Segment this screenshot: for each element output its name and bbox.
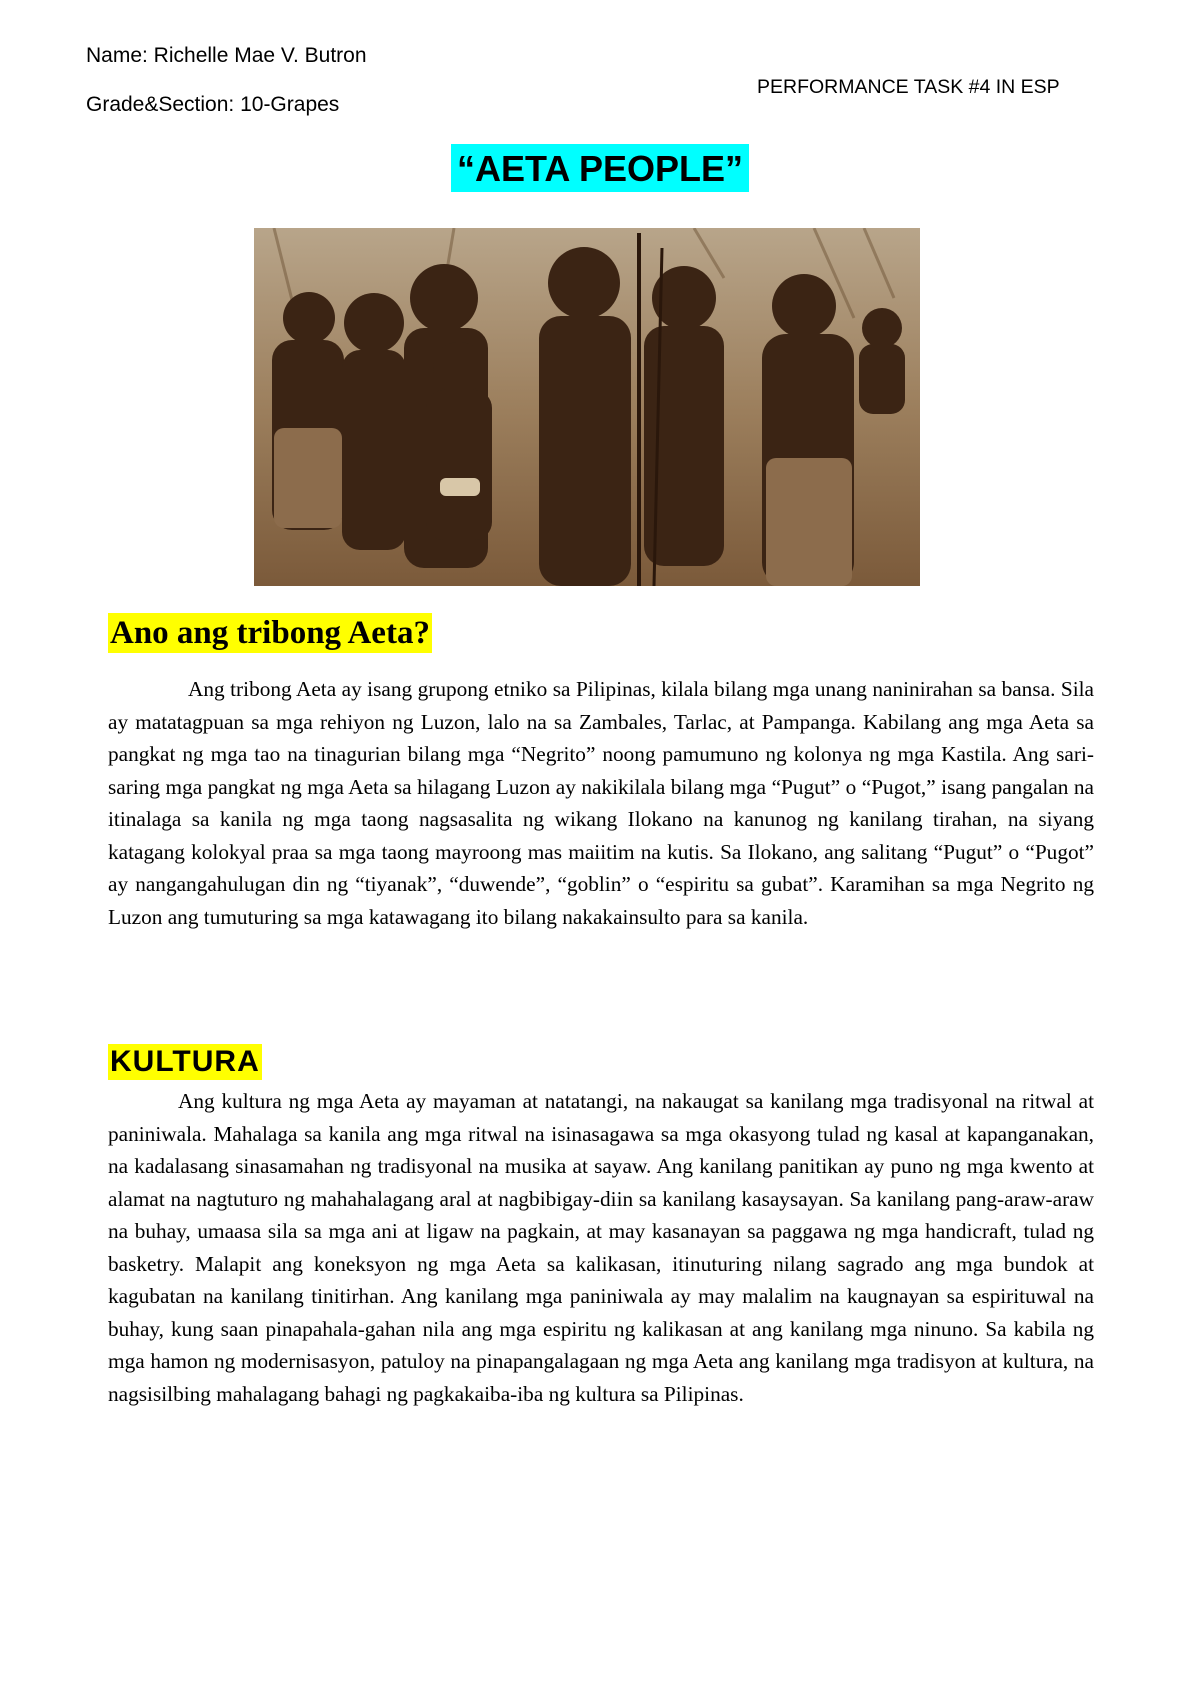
- task-label: PERFORMANCE TASK #4 IN ESP: [757, 76, 1060, 98]
- grade-section: Grade&Section: 10-Grapes: [86, 93, 340, 116]
- title-wrapper: [0, 144, 1200, 192]
- paragraph-tribo: Ang tribong Aeta ay isang grupong etniko sa Pilipinas, kilala bilang mga unang naninirahan sa bansa. Sila ay matatagpuan sa mga rehiyon ng Luzon, lalo na sa Zambales, Tarlac, at Pampanga. Kabilang ang mga Aeta sa pangkat ng mga tao na tinagurian bilang mga “Negrito” noong pamumuno ng kolonya ng mga Kastila. Ang sari-saring mga pangkat ng mga Aeta sa hilagang Luzon ay nakikilala bilang mga “Pugut” o “Pugot,” isang pangalan na itinalaga sa kanila ng mga taong nagsasalita ng wikang Ilokano na kanunog ng kanilang tirahan, na siyang katagang kolokyal praa sa mga taong mayroong mas maiitim na kutis. Sa Ilokano, ang salitang “Pugut” o “Pugot” ay nangangahulugan din ng “tiyanak”, “duwende”, “goblin” o “espiritu sa gubat”. Karamihan sa mga Negrito ng Luzon ang tumuturing sa mga katawagang ito bilang nakakainsulto para sa kanila.: [108, 677, 1094, 929]
- aeta-group-photo: [254, 228, 920, 586]
- section-heading-kultura: KULTURA: [110, 1045, 260, 1078]
- student-name: Name: Richelle Mae V. Butron: [86, 44, 367, 67]
- section-heading-tribo: Ano ang tribong Aeta?: [110, 615, 430, 651]
- paragraph-kultura: Ang kultura ng mga Aeta ay mayaman at natatangi, na nakaugat sa kanilang mga tradisyonal na ritwal at paniniwala. Mahalaga sa kanila ang mga ritwal na isinasagawa sa mga okasyong tulad ng kasal at kapanganakan, na kadalasang sinasamahan ng tradisyonal na musika at sayaw. Ang kanilang panitikan ay puno ng mga kwento at alamat na nagtuturo ng mahahalagang aral at nagbibigay-diin sa kanilang kasaysayan. Sa kanilang pang-araw-araw na buhay, umaasa sila sa mga ani at ligaw na pagkain, at may kasanayan sa paggawa ng mga handicraft, tulad ng basketry. Malapit ang koneksyon ng mga Aeta sa kalikasan, itinuturing nilang sagrado ang mga bundok at kagubatan na kanilang tinitirhan. Ang kanilang mga paniniwala ay may malalim na kaugnayan sa espirituwal na buhay, kung saan pinapahala-gahan nila ang mga espiritu ng kalikasan at ang kanilang mga ninuno. Sa kabila ng mga hamon ng modernisasyon, patuloy na pinapangalagaan ng mga Aeta ang kanilang mga tradisyon at kultura, na nagsisilbing mahalagang bahagi ng pagkakaiba-iba ng kultura sa Pilipinas.: [108, 1089, 1094, 1406]
- student-info: [86, 44, 367, 142]
- page-title: “AETA PEOPLE”: [451, 144, 749, 192]
